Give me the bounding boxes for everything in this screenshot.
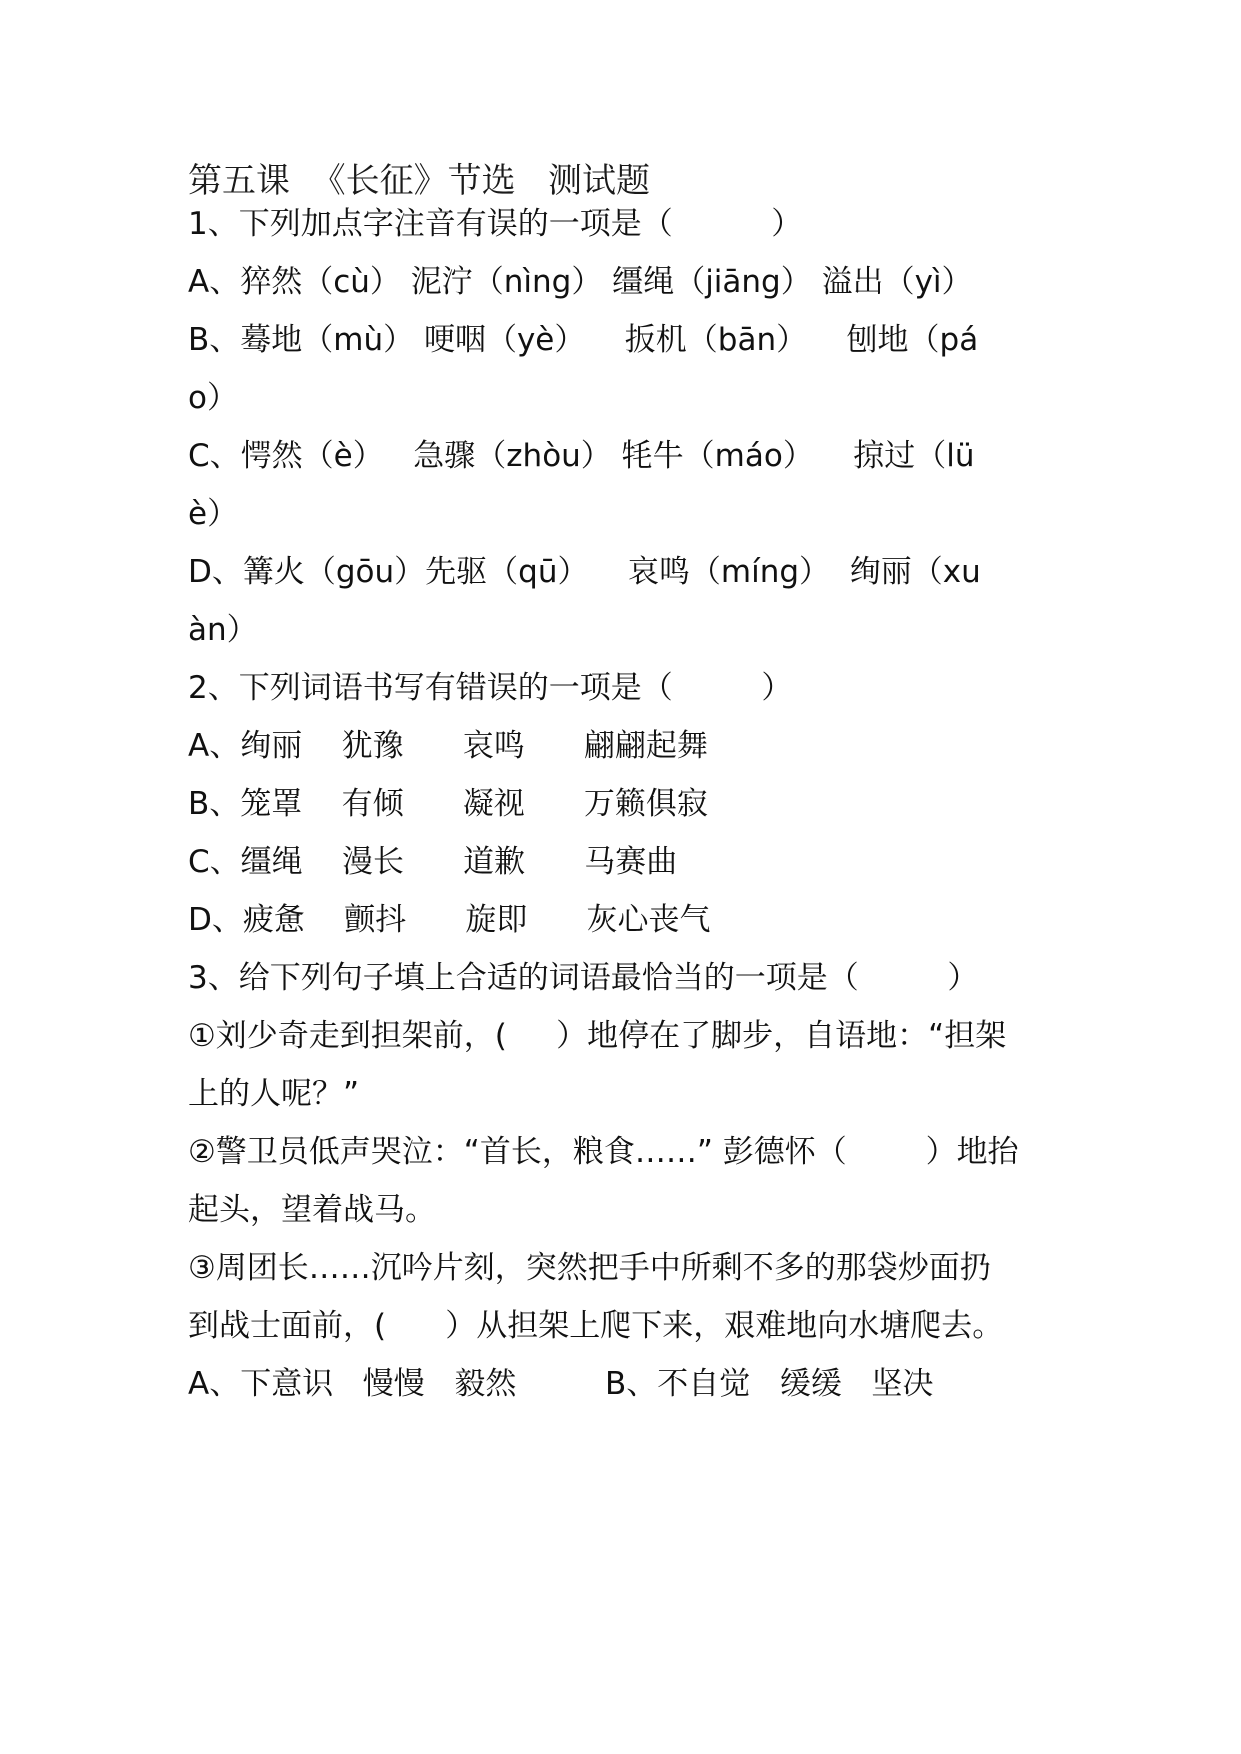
q1-option-c-cont: è） <box>188 496 239 532</box>
q3-sentence-2: ②警卫员低声哭泣：“首长，粮食……” 彭德怀（ ）地抬 <box>188 1134 1019 1170</box>
q3-sentence-1-cont: 上的人呢？” <box>188 1076 360 1112</box>
question-3: 3、给下列句子填上合适的词语最恰当的一项是（ ） <box>188 960 979 996</box>
q3-sentence-3: ③周团长……沉吟片刻，突然把手中所剩不多的那袋炒面扔 <box>188 1250 991 1286</box>
q2-option-c: C、缰绳 漫长 道歉 马赛曲 <box>188 844 678 880</box>
q3-options-a-b: A、下意识 慢慢 毅然 B、不自觉 缓缓 坚决 <box>188 1366 934 1402</box>
q3-sentence-2-cont: 起头，望着战马。 <box>188 1192 436 1228</box>
question-2: 2、下列词语书写有错误的一项是（ ） <box>188 670 793 706</box>
q2-option-b: B、笼罩 有倾 凝视 万籁俱寂 <box>188 786 708 822</box>
question-1: 1、下列加点字注音有误的一项是（ ） <box>188 206 803 242</box>
q2-option-d: D、疲惫 颤抖 旋即 灰心丧气 <box>188 902 711 938</box>
q1-option-d: D、篝火（gōu）先驱（qū） 哀鸣（míng） 绚丽（xu <box>188 554 981 590</box>
q1-option-b-cont: o） <box>188 380 238 416</box>
q3-sentence-1: ①刘少奇走到担架前，( ）地停在了脚步，自语地：“担架 <box>188 1018 1007 1054</box>
q1-option-d-cont: àn） <box>188 612 258 648</box>
page-title: 第五课 《长征》节选 测试题 <box>188 161 651 201</box>
q2-option-a: A、绚丽 犹豫 哀鸣 翩翩起舞 <box>188 728 708 764</box>
q3-sentence-3-cont: 到战士面前，( ）从担架上爬下来，艰难地向水塘爬去。 <box>188 1308 1004 1344</box>
q1-option-b: B、蓦地（mù） 哽咽（yè） 扳机（bān） 刨地（pá <box>188 322 979 358</box>
q1-option-c: C、愕然（è） 急骤（zhòu） 牦牛（máo） 掠过（lü <box>188 438 975 474</box>
q1-option-a: A、猝然（cù） 泥泞（nìng） 缰绳（jiāng） 溢出（yì） <box>188 264 973 300</box>
